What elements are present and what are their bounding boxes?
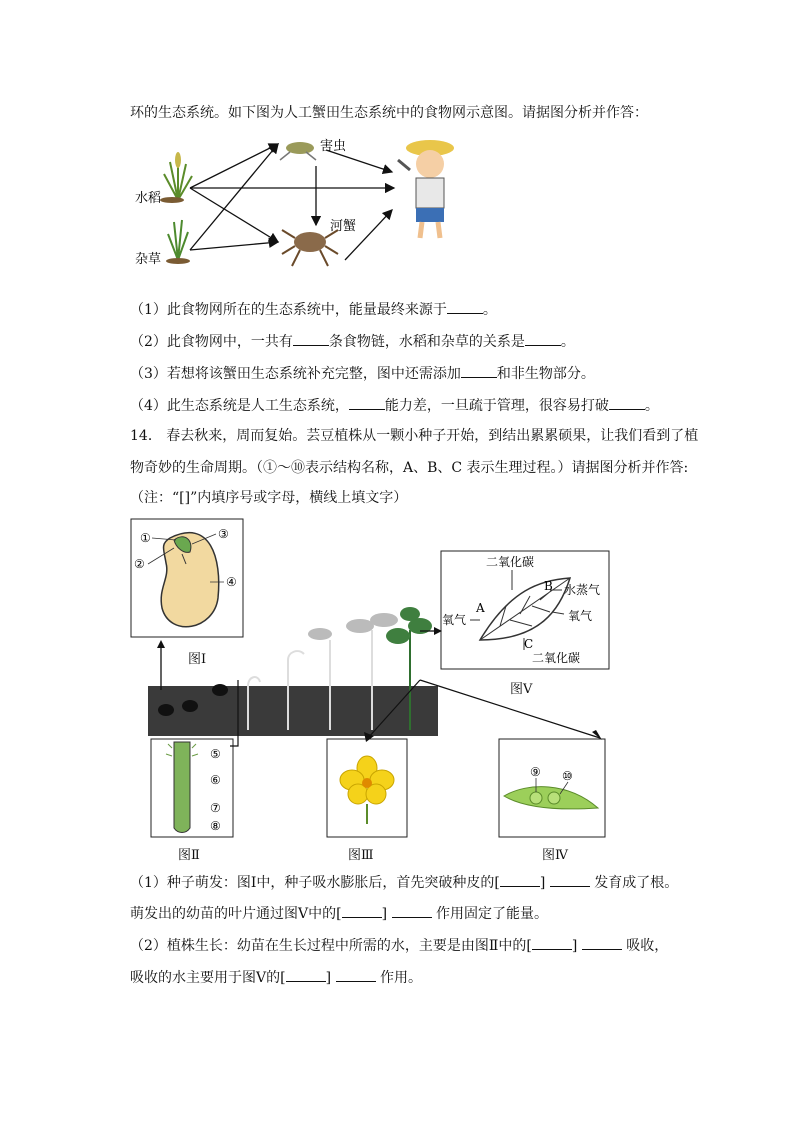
svg-text:⑨: ⑨ (530, 765, 541, 779)
q14-line-3: （注：“[]”内填序号或字母，横线上填文字） (130, 490, 408, 506)
q14-line-1: 14． 春去秋来，周而复始。芸豆植株从一颗小种子开始，到结出累累硕果，让我们看到了植 (130, 428, 699, 444)
answer-blank[interactable] (582, 949, 622, 950)
svg-text:氧气: 氧气 (442, 613, 467, 627)
figure-3-flower (326, 738, 408, 838)
answer-blank[interactable] (293, 345, 329, 346)
figure-4-pod (498, 738, 606, 838)
pest-grasshopper-icon (280, 142, 316, 160)
figure-4-caption: 图Ⅳ (542, 848, 568, 863)
svg-text:C: C (524, 637, 534, 651)
answer-blank[interactable] (461, 377, 497, 378)
figure-5-caption: 图Ⅴ (510, 682, 533, 697)
figure-2-root-tip (150, 738, 234, 838)
answer-blank[interactable] (609, 409, 645, 410)
answer-blank[interactable] (500, 886, 540, 887)
svg-text:②: ② (134, 557, 145, 571)
figure-2-caption: 图Ⅱ (178, 848, 200, 863)
q14-line-2: 物奇妙的生命周期。（①～⑩表示结构名称，A、B、C 表示生理过程。）请据图分析并作答: (130, 460, 689, 476)
arrow-to-figure-1 (156, 640, 166, 690)
figure-5-leaf (440, 550, 610, 670)
q14-sub-line-1: （1）种子萌发：图Ⅰ中，种子吸水膨胀后，首先突破种皮的[ ] 发育成了根。 (130, 875, 679, 891)
farmer-icon (398, 140, 454, 238)
svg-text:水蒸气: 水蒸气 (564, 583, 601, 597)
crab-label: 河蟹 (330, 219, 357, 234)
food-web-diagram (130, 130, 460, 280)
svg-text:氧气: 氧气 (568, 609, 593, 623)
answer-blank[interactable] (525, 345, 561, 346)
svg-text:⑦: ⑦ (210, 801, 221, 815)
rice-plant-icon (160, 152, 192, 203)
q14-sub-line-4: 吸收的水主要用于图Ⅴ的[ ] 作用。 (130, 970, 422, 986)
answer-blank[interactable] (447, 313, 483, 314)
q13-line-1: （1）此食物网所在的生态系统中，能量最终来源于 。 (130, 302, 497, 318)
weed-label: 杂草 (135, 252, 162, 267)
figure-3-caption: 图Ⅲ (348, 848, 374, 863)
answer-blank[interactable] (532, 949, 572, 950)
svg-text:二氧化碳: 二氧化碳 (486, 555, 535, 569)
weed-plant-icon (166, 220, 190, 264)
intro-text: 环的生态系统。如下图为人工蟹田生态系统中的食物网示意图。请据图分析并作答： (130, 105, 648, 121)
crab-icon (282, 230, 338, 266)
figure-1-caption: 图Ⅰ (188, 652, 207, 667)
svg-text:④: ④ (226, 575, 237, 589)
arrow-to-figure-5 (420, 626, 442, 636)
answer-blank[interactable] (286, 981, 326, 982)
svg-text:③: ③ (218, 527, 229, 541)
q13-line-2: （2）此食物网中，一共有 条食物链，水稻和杂草的关系是 。 (130, 334, 575, 350)
svg-text:A: A (476, 601, 485, 615)
answer-blank[interactable] (392, 917, 432, 918)
q13-line-3: （3）若想将该蟹田生态系统补充完整，图中还需添加 和非生物部分。 (130, 366, 595, 382)
svg-text:⑥: ⑥ (210, 773, 221, 787)
svg-text:⑩: ⑩ (562, 769, 573, 783)
svg-text:⑤: ⑤ (210, 747, 221, 761)
answer-blank[interactable] (550, 886, 590, 887)
svg-text:⑧: ⑧ (210, 819, 221, 833)
answer-blank[interactable] (349, 409, 385, 410)
svg-text:二氧化碳: 二氧化碳 (532, 651, 581, 665)
q14-sub-line-3: （2）植株生长：幼苗在生长过程中所需的水，主要是由图Ⅱ中的[ ] 吸收， (130, 938, 669, 954)
q14-sub-line-2: 萌发出的幼苗的叶片通过图Ⅴ中的[ ] 作用固定了能量。 (130, 906, 548, 922)
answer-blank[interactable] (342, 917, 382, 918)
answer-blank[interactable] (336, 981, 376, 982)
rice-label: 水稻 (135, 191, 162, 206)
svg-text:B: B (544, 579, 553, 593)
pest-label: 害虫 (320, 139, 347, 154)
q13-line-4: （4）此生态系统是人工生态系统， 能力差，一旦疏于管理，很容易打破 。 (130, 398, 659, 414)
connector-arrows (230, 660, 610, 750)
svg-text:①: ① (140, 531, 151, 545)
